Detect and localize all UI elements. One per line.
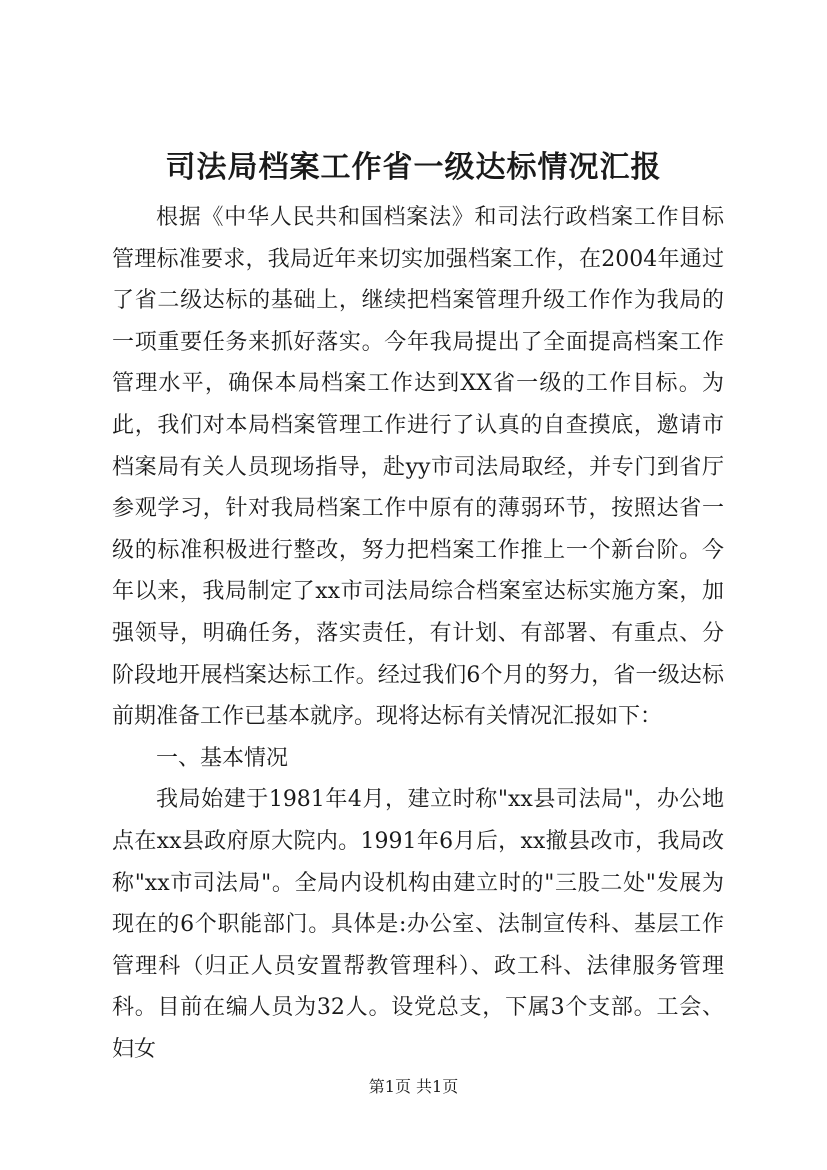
document-title: 司法局档案工作省一级达标情况汇报 <box>165 150 662 185</box>
section-heading-basic-situation: 一、基本情况 <box>156 745 289 771</box>
paragraph-basic-situation: 我局始建于1981年4月，建立时称"xx县司法局"，办公地点在xx县政府原大院内。1991年6月后，xx撤县改市，我局改称"xx市司法局"。全局内设机构由建立时的"三股二处"发展为现在的6个职能部门。具体是:办公室、法制宣传科、基层工作管理科（归正人员安置帮教管理科）、政工科、法律服务管理科。目前在编人员为32人。设党总支，下属3个支部。工会、妇女 <box>112 787 724 1062</box>
paragraph-intro: 根据《中华人民共和国档案法》和司法行政档案工作目标管理标准要求，我局近年来切实加强档案工作，在2004年通过了省二级达标的基础上，继续把档案管理升级工作作为我局的一项重要任务来抓好落实。今年我局提出了全面提高档案工作管理水平，确保本局档案工作达到XX省一级的工作目标。为此，我们对本局档案管理工作进行了认真的自查摸底，邀请市档案局有关人员现场指导，赴yy市司法局取经，并专门到省厅参观学习，针对我局档案工作中原有的薄弱环节，按照达省一级的标准积极进行整改，努力把档案工作推上一个新台阶。今年以来，我局制定了xx市司法局综合档案室达标实施方案，加强领导，明确任务，落实责任，有计划、有部署、有重点、分阶段地开展档案达标工作。经过我们6个月的努力，省一级达标前期准备工作已基本就序。现将达标有关情况汇报如下： <box>112 205 724 730</box>
document-body <box>112 197 724 1070</box>
page-footer: 第1页 共1页 <box>368 1077 459 1096</box>
